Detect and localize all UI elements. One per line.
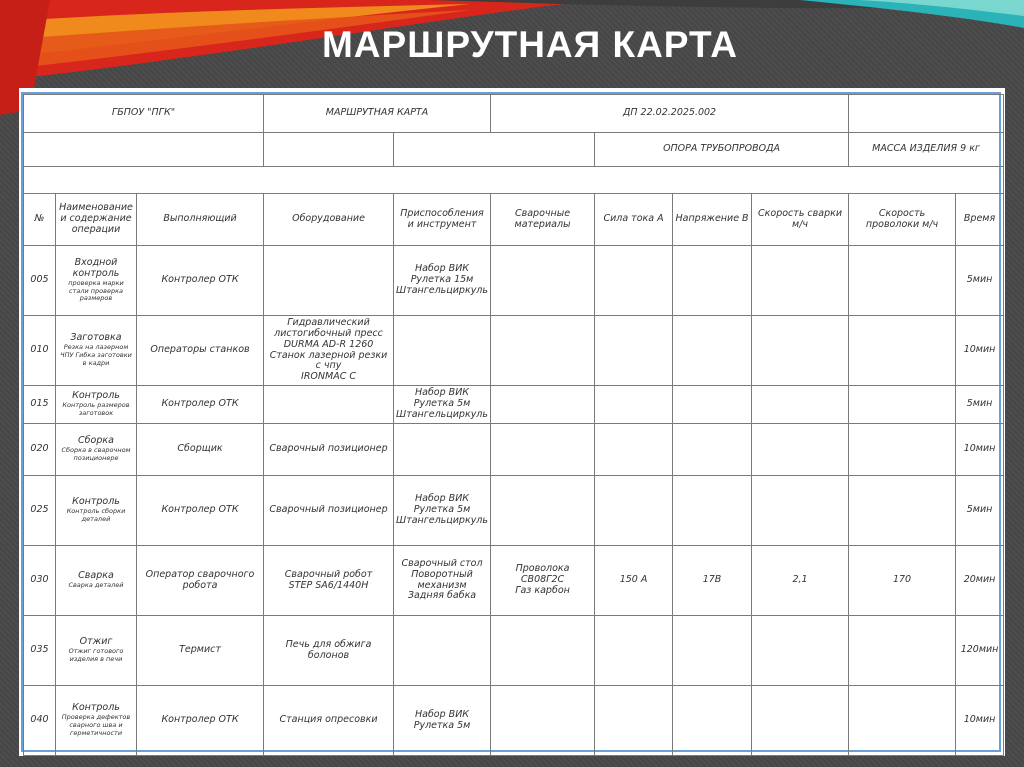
op-title: Контроль xyxy=(72,702,120,714)
wire-speed-cell xyxy=(849,476,956,546)
spacer-row xyxy=(24,167,1004,194)
time-cell: 10мин xyxy=(956,424,1004,476)
weld-speed-cell xyxy=(752,616,849,686)
wire-speed-cell xyxy=(849,386,956,424)
time-cell: 120мин xyxy=(956,616,1004,686)
equipment-cell-line: STEP SA6/1440H xyxy=(288,579,369,591)
op-name-cell xyxy=(56,386,137,424)
doc-title-cell: МАРШРУТНАЯ КАРТА xyxy=(264,95,491,133)
col-weld-speed: Скорость сварки м/ч xyxy=(752,194,849,246)
org-cell: ГБПОУ "ПГК" xyxy=(24,95,264,133)
wire-speed-cell xyxy=(849,246,956,316)
op-title: Контроль xyxy=(72,390,120,402)
tools-cell-line: Сварочный стол xyxy=(401,557,483,569)
current-cell xyxy=(595,386,673,424)
current-cell xyxy=(595,616,673,686)
col-operation: Наименование и содержание операции xyxy=(56,194,137,246)
slide-title: МАРШРУТНАЯ КАРТА xyxy=(321,24,738,65)
product-cell: ОПОРА ТРУБОПРОВОДА xyxy=(595,133,849,167)
op-name-cell xyxy=(56,476,137,546)
table-row xyxy=(24,686,1004,756)
performer-cell: Сборщик xyxy=(137,424,264,476)
voltage-cell xyxy=(673,476,752,546)
equipment-cell-line: Гидравлический листогибочный пресс xyxy=(274,316,383,339)
col-current: Сила тока А xyxy=(595,194,673,246)
equipment-cell xyxy=(264,316,394,386)
current-cell xyxy=(595,316,673,386)
materials-cell xyxy=(491,424,595,476)
table-row xyxy=(24,386,1004,424)
table-row xyxy=(24,546,1004,616)
tools-cell-line: Рулетка 5м xyxy=(413,719,471,731)
equipment-cell xyxy=(264,546,394,616)
equipment-cell xyxy=(264,386,394,424)
wire-speed-cell xyxy=(849,686,956,756)
tools-cell-line: Рулетка 15м xyxy=(410,274,474,286)
equipment-cell: Сварочный позиционер xyxy=(264,424,394,476)
equipment-cell: Печь для обжига болонов xyxy=(264,616,394,686)
col-tools: Приспособления и инструмент xyxy=(394,194,491,246)
header-row-2 xyxy=(24,133,1004,167)
voltage-cell xyxy=(673,386,752,424)
table-row xyxy=(24,316,1004,386)
weld-speed-cell: 2,1 xyxy=(752,546,849,616)
time-cell: 10мин xyxy=(956,686,1004,756)
equipment-cell-line: IRONMAC C xyxy=(301,371,356,383)
tools-cell xyxy=(394,616,491,686)
operations-body xyxy=(24,246,1004,756)
performer-cell: Термист xyxy=(137,616,264,686)
materials-cell xyxy=(491,246,595,316)
op-description: Контроль сборки деталей xyxy=(66,507,126,523)
op-title: Сварка xyxy=(78,570,114,582)
tools-cell-line: Набор ВИК xyxy=(414,708,470,720)
op-number: 015 xyxy=(24,386,56,424)
materials-cell xyxy=(491,386,595,424)
materials-cell xyxy=(491,546,595,616)
materials-cell-line: Проволока СВ08Г2С xyxy=(515,563,570,586)
op-number: 010 xyxy=(24,316,56,386)
tools-cell xyxy=(394,424,491,476)
tools-cell xyxy=(394,546,491,616)
time-cell: 20мин xyxy=(956,546,1004,616)
table-row xyxy=(24,616,1004,686)
op-description: Резка на лазерном ЧПУ Гибка заготовки в кадри xyxy=(60,343,132,367)
time-cell: 5мин xyxy=(956,476,1004,546)
wire-speed-cell xyxy=(849,316,956,386)
route-card-table xyxy=(23,94,1004,756)
op-number: 020 xyxy=(24,424,56,476)
tools-cell-line: Набор ВИК xyxy=(414,263,470,275)
route-card-frame xyxy=(21,92,1001,752)
tools-cell-line: Поворотный механизм xyxy=(411,568,473,591)
performer-cell: Операторы станков xyxy=(137,316,264,386)
col-materials: Сварочные материалы xyxy=(491,194,595,246)
op-name-cell xyxy=(56,546,137,616)
wire-speed-cell xyxy=(849,616,956,686)
col-voltage: Напряжение В xyxy=(673,194,752,246)
current-cell xyxy=(595,476,673,546)
column-header-row xyxy=(24,194,1004,246)
materials-cell xyxy=(491,316,595,386)
tools-cell-line: Набор ВИК xyxy=(414,493,470,505)
op-name-cell xyxy=(56,616,137,686)
voltage-cell xyxy=(673,246,752,316)
weld-speed-cell xyxy=(752,386,849,424)
wire-speed-cell xyxy=(849,424,956,476)
route-card-sheet xyxy=(19,88,1005,756)
op-description: Проверка дефектов сварного шва и герметичности xyxy=(61,713,131,737)
table-row xyxy=(24,476,1004,546)
op-number: 005 xyxy=(24,246,56,316)
weld-speed-cell xyxy=(752,686,849,756)
op-title: Отжиг xyxy=(79,636,113,648)
equipment-cell: Станция опресовки xyxy=(264,686,394,756)
op-number: 035 xyxy=(24,616,56,686)
op-number: 040 xyxy=(24,686,56,756)
weld-speed-cell xyxy=(752,476,849,546)
op-name-cell xyxy=(56,424,137,476)
op-description: Отжиг готового изделия в печи xyxy=(68,647,124,663)
weld-speed-cell xyxy=(752,424,849,476)
performer-cell: Контролер ОТК xyxy=(137,686,264,756)
doc-code-cell: ДП 22.02.2025.002 xyxy=(491,95,849,133)
tools-cell-line: Рулетка 5м xyxy=(413,504,471,516)
mass-cell: МАССА ИЗДЕЛИЯ 9 кг xyxy=(849,133,1004,167)
col-equipment: Оборудование xyxy=(264,194,394,246)
op-description: Сборка в сварочном позиционере xyxy=(61,446,131,462)
op-name-cell xyxy=(56,686,137,756)
op-description: проверка марки стали проверка размеров xyxy=(68,278,124,303)
current-cell xyxy=(595,686,673,756)
op-description: Контроль размеров заготовок xyxy=(62,401,130,417)
current-cell: 150 А xyxy=(595,546,673,616)
op-title: Контроль xyxy=(72,496,120,508)
performer-cell: Оператор сварочного робота xyxy=(137,546,264,616)
op-name-cell xyxy=(56,316,137,386)
current-cell xyxy=(595,246,673,316)
col-no: № xyxy=(24,194,56,246)
tools-cell-line: Штангельциркуль xyxy=(396,284,488,296)
voltage-cell xyxy=(673,424,752,476)
equipment-cell-line: Сварочный робот xyxy=(284,568,373,580)
op-number: 030 xyxy=(24,546,56,616)
op-name-cell xyxy=(56,246,137,316)
voltage-cell xyxy=(673,616,752,686)
op-description: Сварка деталей xyxy=(68,581,124,590)
materials-cell xyxy=(491,476,595,546)
op-number: 025 xyxy=(24,476,56,546)
materials-cell xyxy=(491,686,595,756)
op-title: Сборка xyxy=(78,435,114,447)
header-row-1 xyxy=(24,95,1004,133)
equipment-cell xyxy=(264,246,394,316)
col-time: Время xyxy=(956,194,1004,246)
current-cell xyxy=(595,424,673,476)
weld-speed-cell xyxy=(752,316,849,386)
equipment-cell: Сварочный позиционер xyxy=(264,476,394,546)
voltage-cell: 17В xyxy=(673,546,752,616)
equipment-cell-line: DURMA AD-R 1260 xyxy=(283,338,374,350)
voltage-cell xyxy=(673,316,752,386)
voltage-cell xyxy=(673,686,752,756)
time-cell: 5мин xyxy=(956,386,1004,424)
materials-cell-line: Газ карбон xyxy=(515,584,570,596)
tools-cell-line: Штангельциркуль xyxy=(396,408,488,420)
equipment-cell-line: Станок лазерной резки с чпу xyxy=(269,349,388,372)
time-cell: 5мин xyxy=(956,246,1004,316)
tools-cell-line: Набор ВИК xyxy=(414,387,470,399)
tools-cell-line: Задняя бабка xyxy=(407,590,477,602)
performer-cell: Контролер ОТК xyxy=(137,476,264,546)
tools-cell xyxy=(394,686,491,756)
table-row xyxy=(24,246,1004,316)
header-empty-cell xyxy=(849,95,1004,133)
tools-cell xyxy=(394,476,491,546)
tools-cell-line: Штангельциркуль xyxy=(396,514,488,526)
table-row xyxy=(24,424,1004,476)
col-wire-speed: Скорость проволоки м/ч xyxy=(849,194,956,246)
wire-speed-cell: 170 xyxy=(849,546,956,616)
materials-cell xyxy=(491,616,595,686)
op-title: Входной контроль xyxy=(72,256,120,279)
performer-cell: Контролер ОТК xyxy=(137,386,264,424)
tools-cell xyxy=(394,246,491,316)
performer-cell: Контролер ОТК xyxy=(137,246,264,316)
tools-cell xyxy=(394,386,491,424)
tools-cell xyxy=(394,316,491,386)
col-performer: Выполняющий xyxy=(137,194,264,246)
tools-cell-line: Рулетка 5м xyxy=(413,398,471,410)
time-cell: 10мин xyxy=(956,316,1004,386)
weld-speed-cell xyxy=(752,246,849,316)
op-title: Заготовка xyxy=(70,332,122,344)
